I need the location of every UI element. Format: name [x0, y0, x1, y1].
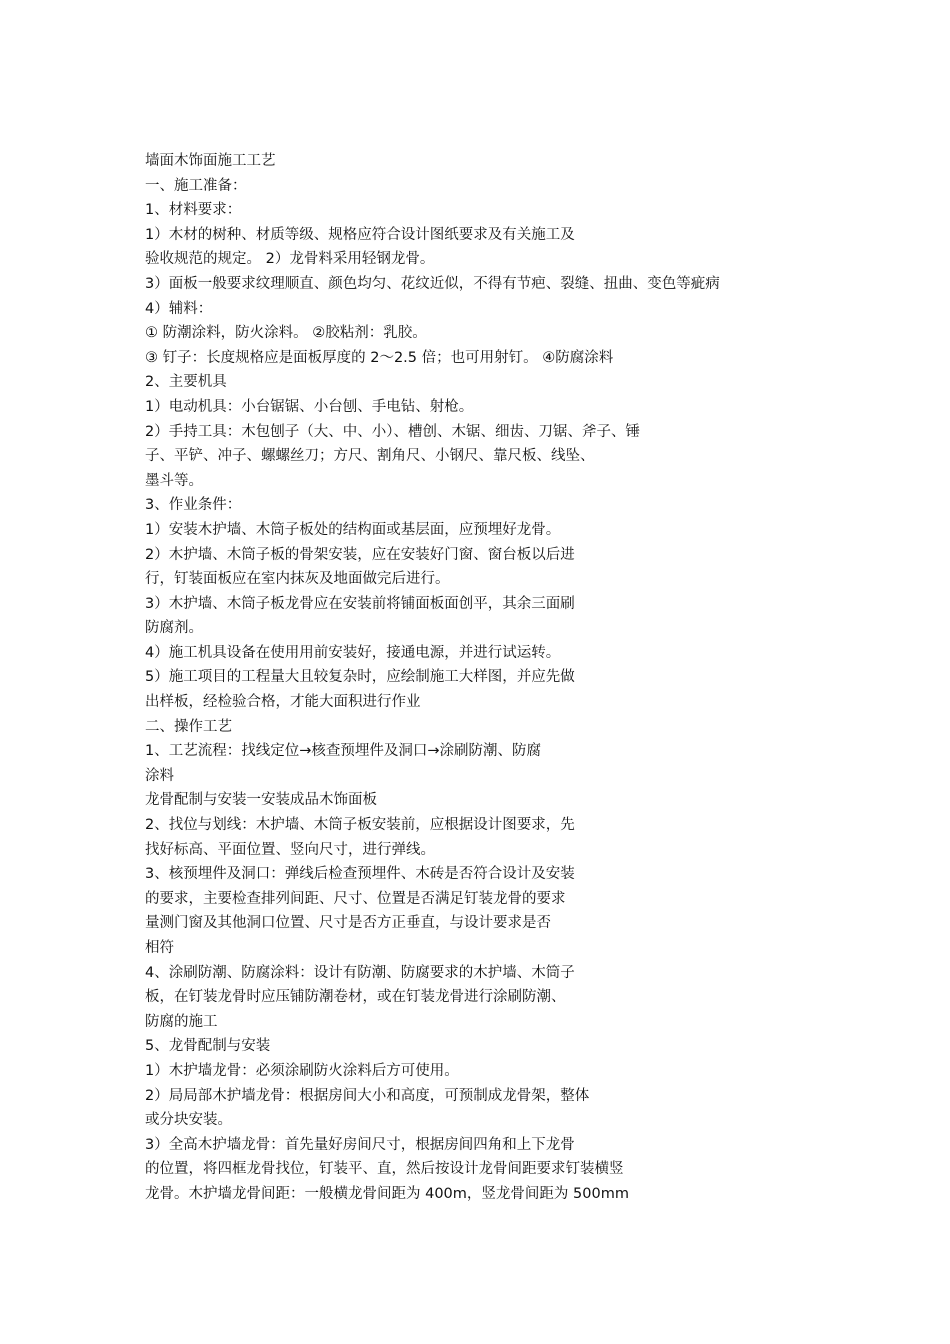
text-line: 4）辅料： — [145, 300, 213, 317]
text-line: 2）局局部木护墙龙骨：根据房间大小和高度，可预制成龙骨架，整体 — [145, 1087, 590, 1104]
text-line: 行，钉装面板应在室内抹灰及地面做完后进行。 — [145, 571, 450, 588]
text-line: 防腐的施工 — [145, 1013, 218, 1030]
text-line: 板，在钉装龙骨时应压铺防潮卷材，或在钉装龙骨进行涂刷防潮、 — [145, 989, 566, 1006]
text-line: 4）施工机具设备在使用用前安装好，接通电源，并进行试运转。 — [145, 644, 561, 661]
text-line: 3）面板一般要求纹理顺直、颜色均匀、花纹近似，不得有节疤、裂缝、扭曲、变色等疵病 — [145, 275, 720, 292]
text-line: ① 防潮涂料，防火涂料。 ②胶粘剂：乳胶。 — [145, 325, 427, 342]
text-line: 涂料 — [145, 767, 174, 784]
text-line: 找好标高、平面位置、竖向尺寸，进行弹线。 — [145, 841, 435, 858]
text-line: 或分块安装。 — [145, 1112, 232, 1129]
text-line: 3）全高木护墙龙骨：首先量好房间尺寸，根据房间四角和上下龙骨 — [145, 1136, 575, 1153]
text-line: 4、涂刷防潮、防腐涂料：设计有防潮、防腐要求的木护墙、木筒子 — [145, 964, 575, 981]
text-line: 1）木护墙龙骨：必须涂刷防火涂料后方可使用。 — [145, 1062, 459, 1079]
text-line: 墨斗等。 — [145, 472, 203, 489]
text-line: 2、找位与划线：木护墙、木筒子板安装前，应根据设计图要求，先 — [145, 817, 575, 834]
text-line: 2）木护墙、木筒子板的骨架安装，应在安装好门窗、窗台板以后进 — [145, 546, 575, 563]
subsection-heading: 2、主要机具 — [145, 374, 227, 391]
text-line: 5）施工项目的工程量大且较复杂时，应绘制施工大样图，并应先做 — [145, 669, 575, 686]
text-line: 3）木护墙、木筒子板龙骨应在安装前将铺面板面创平，其余三面刷 — [145, 595, 575, 612]
text-line: 相符 — [145, 940, 174, 956]
text-line: 1）电动机具：小台锯锯、小台刨、手电钻、射枪。 — [145, 398, 474, 415]
text-line: 出样板，经检验合格，才能大面积进行作业 — [145, 694, 421, 711]
document-title: 墙面木饰面施工工艺 — [145, 153, 276, 169]
text-line: 1、工艺流程：找线定位→核查预埋件及洞口→涂刷防潮、防腐 — [145, 743, 542, 760]
text-line: 防腐剂。 — [145, 620, 203, 637]
subsection-heading: 1、材料要求： — [145, 202, 242, 219]
text-line: 的位置，将四框龙骨找位，钉装平、直，然后按设计龙骨间距要求钉装横竖 — [145, 1161, 624, 1178]
text-line: 龙骨。木护墙龙骨间距：一般横龙骨间距为 400m，竖龙骨间距为 500mm — [145, 1185, 629, 1202]
text-line: 子、平铲、冲子、螺螺丝刀；方尺、割角尺、小钢尺、靠尺板、线坠、 — [145, 448, 595, 465]
text-line: ③ 钉子：长度规格应是面板厚度的 2～2.5 倍；也可用射钉。 ④防腐涂料 — [145, 349, 614, 366]
section-heading: 一、施工准备： — [145, 177, 247, 194]
subsection-heading: 3、作业条件： — [145, 497, 242, 514]
text-line: 1）安装木护墙、木筒子板处的结构面或基层面，应预埋好龙骨。 — [145, 521, 561, 538]
text-line: 量测门窗及其他洞口位置、尺寸是否方正垂直，与设计要求是否 — [145, 915, 551, 932]
text-line: 的要求，主要检查排列间距、尺寸、位置是否满足钉装龙骨的要求 — [145, 890, 566, 907]
section-heading: 二、操作工艺 — [145, 718, 232, 735]
text-line: 龙骨配制与安装一安装成品木饰面板 — [145, 792, 377, 809]
text-line: 2）手持工具：木包刨子（大、中、小）、槽创、木锯、细齿、刀锯、斧子、锤 — [145, 423, 640, 440]
text-line: 1）木材的树种、材质等级、规格应符合设计图纸要求及有关施工及 — [145, 226, 575, 243]
text-line: 验收规范的规定。 2）龙骨料采用轻钢龙骨。 — [145, 251, 435, 268]
subsection-heading: 5、龙骨配制与安装 — [145, 1038, 271, 1055]
text-line: 3、核预埋件及洞口：弹线后检查预埋件、木砖是否符合设计及安装 — [145, 866, 575, 883]
document-body — [145, 149, 845, 1207]
